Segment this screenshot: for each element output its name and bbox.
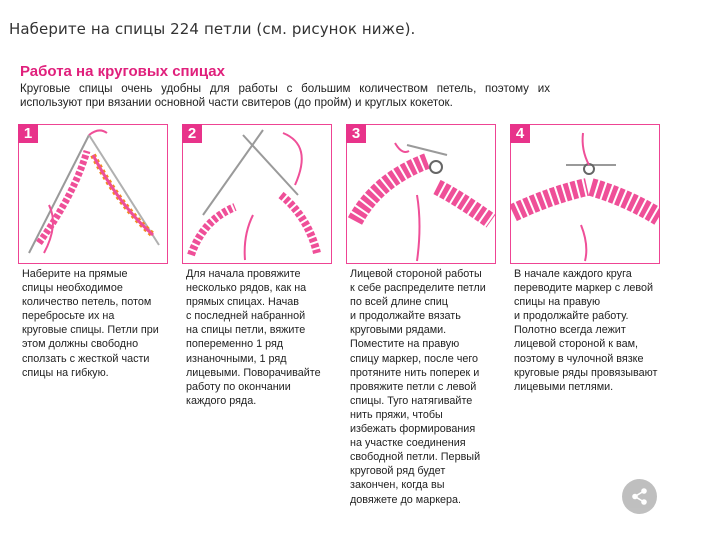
step-number: 1 bbox=[18, 124, 38, 143]
share-icon bbox=[630, 487, 649, 506]
step-1-text: Наберите на прямые спицы необходимое количество петель, потом перебросьте их на круговые спицы. Петли при этом должны свободно сползать с жесткой части спицы на гибкую. bbox=[22, 268, 159, 379]
step-3-illustration bbox=[346, 124, 496, 264]
step-4-text: В начале каждого круга переводите маркер с левой спицы на правую и продолжайте работу. Полотно всегда лежит лицевой стороной к вам, поэтому в чулочной вязке круговые ряды провязывают лицевыми петлями. bbox=[514, 268, 658, 393]
step-2-illustration bbox=[182, 124, 332, 264]
instruction-card bbox=[14, 56, 664, 546]
step-4-illustration bbox=[510, 124, 660, 264]
knitting-needles-illustration bbox=[511, 125, 659, 263]
knitting-needles-illustration bbox=[183, 125, 331, 263]
step-3-text: Лицевой стороной работы к себе распределите петли по всей длине спиц и продолжайте вязать круговыми рядами. Поместите на правую спицу маркер, после чего протяните нить поперек и провяжите петли с левой спицы. Туго натягивайте нить пряжи, чтобы избежать формирования на участке соединения свободной петли. Первый круговой ряд будет закончен, когда вы довяжете до маркера. bbox=[350, 268, 486, 506]
step-2-text: Для начала провяжите несколько рядов, как на прямых спицах. Начав с последней набранной на спицы петли, вяжите попеременно 1 ряд изнаночными, 1 ряд лицевыми. Поворачивайте работу по окончании каждого ряда. bbox=[186, 268, 321, 407]
knitting-needles-illustration bbox=[19, 125, 167, 263]
article-description: Круговые спицы очень удобны для работы с большим количеством петель, поэтому их используют при вязании основной части свитеров (до пройм) и круглых кокеток. bbox=[20, 82, 550, 109]
article-title: Работа на круговых спицах bbox=[20, 63, 225, 80]
step-number: 3 bbox=[346, 124, 366, 143]
share-button[interactable] bbox=[622, 479, 657, 514]
step-number: 4 bbox=[510, 124, 530, 143]
knitting-needles-illustration bbox=[347, 125, 495, 263]
step-number: 2 bbox=[182, 124, 202, 143]
intro-text: Наберите на спицы 224 петли (см. рисунок ниже). bbox=[9, 20, 416, 38]
step-1-illustration bbox=[18, 124, 168, 264]
